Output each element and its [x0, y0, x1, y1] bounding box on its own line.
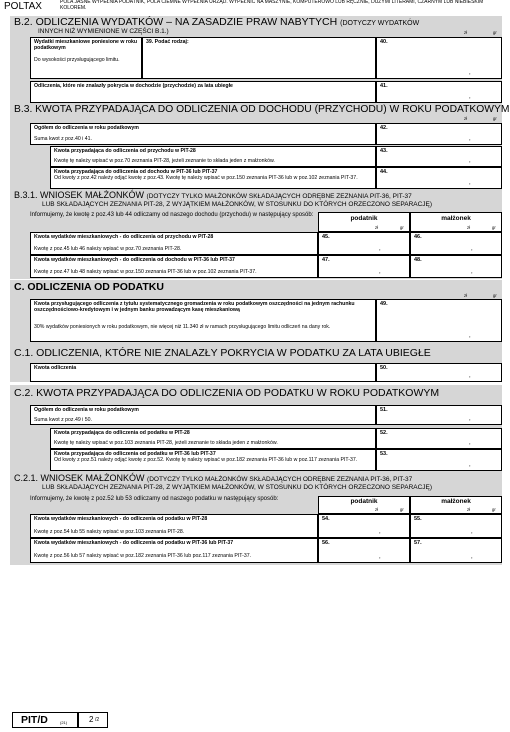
field-57-number: 57. — [414, 540, 422, 546]
b3-pit28-label: Kwota przypadająca do odliczenia od przychodu w PIT-28 — [54, 148, 196, 154]
field-47-number: 47. — [322, 257, 330, 263]
unit-gr: gr — [400, 225, 404, 230]
field-51[interactable] — [376, 405, 502, 425]
section-b31-title-text: B.3.1. WNIOSEK MAŁŻONKÓW — [14, 190, 145, 200]
b31-row2-note: Kwotę z poz.47 lub 48 należy wpisać w poz.150 zeznania PIT-36 lub w poz.102 zeznania PIT-37. — [34, 269, 257, 275]
c-label-cell — [30, 299, 376, 342]
decimal-comma: , — [379, 529, 381, 535]
section-b2-title-line2: INNYCH NIŻ WYMIENIONE W CZĘŚCI B.1.) — [38, 28, 169, 35]
section-b31-title-note: (DOTYCZY TYLKO MAŁŻONKÓW SKŁADAJĄCYCH ODRĘBNE ZEZNANIA PIT-36, PIT-37 — [146, 193, 412, 200]
unit-gr: gr — [493, 116, 497, 121]
form-id: PIT/D — [21, 714, 48, 726]
b3-total-label-cell — [30, 123, 376, 145]
decimal-comma: , — [469, 416, 471, 422]
c-note: 30% wydatków poniesionych w roku podatkowym, nie więcej niż 11.340 zł w ramach przysługującego limitu odliczeń na dany rok. — [34, 324, 331, 330]
section-c1-title: C.1. ODLICZENIA, KTÓRE NIE ZNALAZŁY POKRYCIA W PODATKU ZA LATA UBIEGŁE — [14, 347, 431, 359]
c21-col-taxpayer-label: podatnik — [350, 498, 378, 505]
c21-col-spouse — [410, 496, 502, 514]
field-54[interactable] — [318, 514, 410, 538]
unit-gr: gr — [493, 30, 497, 35]
decimal-comma: , — [469, 94, 471, 100]
unit-gr: gr — [493, 293, 497, 298]
decimal-comma: , — [469, 440, 471, 446]
c2-pit28-note: Kwotę tę należy wpisać w poz.103 zeznania PIT-28, jeżeli zeznanie to składa jeden z małżonków. — [54, 440, 278, 446]
b3-pit36-label: Kwota przypadająca do odliczenia od dochodu w PIT-36 lub PIT-37 — [54, 169, 218, 175]
field-55[interactable] — [410, 514, 502, 538]
section-c2-margin — [10, 443, 50, 471]
form-version: (21) — [60, 720, 68, 725]
b31-col-spouse-label: małżonek — [441, 215, 471, 222]
unit-gr: gr — [492, 225, 496, 230]
field-50[interactable] — [376, 363, 502, 382]
field-56-number: 56. — [322, 540, 330, 546]
field-39[interactable] — [142, 37, 376, 79]
field-54-number: 54. — [322, 516, 330, 522]
b3-pit28-label-cell — [50, 146, 376, 167]
b31-row2-label-cell — [30, 255, 318, 278]
field-40-number: 40. — [380, 39, 388, 45]
page-number: 2 — [89, 715, 94, 724]
decimal-comma: , — [469, 462, 471, 468]
c2-pit28-label-cell — [50, 428, 376, 449]
c2-total-label-cell — [30, 405, 376, 425]
field-44-number: 44. — [380, 169, 388, 175]
field-48-number: 48. — [414, 257, 422, 263]
field-48[interactable] — [410, 255, 502, 278]
decimal-comma: , — [471, 269, 473, 275]
section-c21-title-text: C.2.1. WNIOSEK MAŁŻONKÓW — [14, 473, 145, 483]
field-51-number: 51. — [380, 407, 388, 413]
decimal-comma: , — [469, 136, 471, 142]
c21-row2-label: Kwota wydatków mieszkaniowych - do odliczenia od podatku w PIT-36 lub PIT-37 — [34, 540, 234, 546]
unit-zl: zł — [464, 116, 468, 121]
field-56[interactable] — [318, 538, 410, 563]
c21-intro: Informujemy, że kwotę z poz.52 lub 53 odliczamy od naszego podatku w następujący sposób: — [30, 496, 279, 502]
unit-gr: gr — [492, 507, 496, 512]
field-44[interactable] — [376, 167, 502, 189]
c2-pit36-label-cell — [50, 449, 376, 471]
uncovered-label-cell — [30, 81, 376, 103]
section-b3-title: B.3. KWOTA PRZYPADAJĄCA DO ODLICZENIA OD DOCHODU (PRZYCHODU) W ROKU PODATKOWYM — [14, 104, 510, 115]
c-label: Kwota przysługującego odliczenia z tytułu systematycznego gromadzenia w roku podatkowym oszczędności na jednym rachunku oszczędnościowo-kredytowym i w jednym banku prowadzącym kasę mieszkaniową — [34, 301, 355, 313]
expenses-note: Do wysokości przysługującego limitu. — [34, 57, 120, 63]
field-52-number: 52. — [380, 430, 388, 436]
c21-col-spouse-label: małżonek — [441, 498, 471, 505]
decimal-comma: , — [471, 554, 473, 560]
page-number-box — [78, 712, 108, 728]
decimal-comma: , — [469, 70, 471, 76]
section-c-title: C. ODLICZENIA OD PODATKU — [14, 281, 164, 293]
section-b2-title-note: (DOTYCZY WYDATKÓW — [340, 20, 420, 27]
field-45[interactable] — [318, 232, 410, 255]
field-43-number: 43. — [380, 148, 388, 154]
b3-pit36-note: Od kwoty z poz.42 należy odjąć kwotę z poz.43. Kwotę tę należy wpisać w poz.150 zeznania PIT-36 lub w poz.102 zeznania PIT-37. — [54, 175, 358, 181]
decimal-comma: , — [469, 180, 471, 186]
decimal-comma: , — [469, 333, 471, 339]
brand: POLTAX — [4, 1, 42, 12]
field-50-number: 50. — [380, 365, 388, 371]
section-c21-title-line2: LUB SKŁADAJĄCYCH ZEZNANIA PIT-28, Z WYJĄTKIEM MAŁŻONKÓW, W STOSUNKU DO KTÓRYCH ORZECZONO SEPARACJĘ) — [42, 484, 433, 491]
decimal-comma: , — [471, 246, 473, 252]
c2-pit36-label: Kwota przypadająca do odliczenia od podatku w PIT-36 lub PIT-37 — [54, 451, 216, 457]
field-41-number: 41. — [380, 83, 388, 89]
field-49-number: 49. — [380, 301, 388, 307]
field-53[interactable] — [376, 449, 502, 471]
field-42-number: 42. — [380, 125, 388, 131]
field-42[interactable] — [376, 123, 502, 145]
field-46[interactable] — [410, 232, 502, 255]
expenses-label-cell — [30, 37, 142, 79]
b31-col-spouse — [410, 212, 502, 232]
b3-pit28-note: Kwotę tę należy wpisać w poz.70 zeznania PIT-28, jeżeli zeznanie to składa jeden z małżonków. — [54, 158, 275, 164]
section-c2-title: C.2. KWOTA PRZYPADAJĄCA DO ODLICZENIA OD PODATKU W ROKU PODATKOWYM — [14, 387, 440, 399]
field-40[interactable] — [376, 37, 502, 79]
field-47[interactable] — [318, 255, 410, 278]
b31-intro: Informujemy, że kwotę z poz.43 lub 44 odliczamy od naszego dochodu (przychodu) w następujący sposób: — [30, 212, 314, 218]
unit-zl: zł — [464, 293, 468, 298]
field-55-number: 55. — [414, 516, 422, 522]
c2-total-note: Suma kwot z poz.49 i 50. — [34, 417, 92, 423]
c2-pit36-note: Od kwoty z poz.51 należy odjąć kwotę z poz.52. Kwotę tę należy wpisać w poz.182 zeznania PIT-36 lub w poz.117 zeznania PIT-37. — [54, 457, 358, 463]
uncovered-label: Odliczenia, które nie znalazły pokrycia w dochodzie (przychodzie) za lata ubiegłe — [34, 83, 233, 89]
unit-zl: zł — [375, 507, 379, 512]
decimal-comma: , — [469, 158, 471, 164]
b31-col-taxpayer-label: podatnik — [350, 215, 378, 222]
field-39-label: 39. Podać rodzaj: — [146, 39, 189, 45]
decimal-comma: , — [469, 373, 471, 379]
b31-row1-label: Kwota wydatków mieszkaniowych - do odliczenia od przychodu w PIT-28 — [34, 234, 214, 240]
b31-row1-label-cell — [30, 232, 318, 255]
field-53-number: 53. — [380, 451, 388, 457]
field-43[interactable] — [376, 146, 502, 167]
section-b2-title-text: B.2. ODLICZENIA WYDATKÓW – NA ZASADZIE PRAW NABYTYCH — [14, 16, 338, 28]
fill-instructions: POLA JASNE WYPEŁNIA PODATNIK, POLA CIEMNE WYPEŁNIA URZĄD. WYPEŁNIĆ NA MASZYNIE, KOMPUTEROWO LUB RĘCZNIE, DUŻYMI LITERAMI, CZARNYM LUB NIEBIESKIM KOLOREM. — [60, 0, 484, 11]
b31-col-taxpayer — [318, 212, 410, 232]
decimal-comma: , — [379, 554, 381, 560]
b3-total-label: Ogółem do odliczenia w roku podatkowym — [34, 125, 139, 131]
c21-row2-label-cell — [30, 538, 318, 563]
b3-pit36-label-cell — [50, 167, 376, 189]
form-id-box — [12, 712, 78, 728]
c21-row2-note: Kwotę z poz.56 lub 57 należy wpisać w poz.182 zeznania PIT-36 lub poz.117 zeznania PIT-37. — [34, 553, 252, 559]
field-45-number: 45. — [322, 234, 330, 240]
unit-zl: zł — [464, 30, 468, 35]
c2-total-label: Ogółem do odliczenia w roku podatkowym — [34, 407, 139, 413]
b31-row1-note: Kwotę z poz.45 lub 46 należy wpisać w poz.70 zeznania PIT-28. — [34, 246, 182, 252]
section-b31-title-line2: LUB SKŁADAJĄCYCH ZEZNANIA PIT-28, Z WYJĄTKIEM MAŁŻONKÓW, W STOSUNKU DO KTÓRYCH ORZECZONO SEPARACJĘ) — [42, 201, 433, 208]
field-41[interactable] — [376, 81, 502, 103]
b3-total-note: Suma kwot z poz.40 i 41. — [34, 136, 92, 142]
field-46-number: 46. — [414, 234, 422, 240]
unit-zl: zł — [467, 225, 471, 230]
decimal-comma: , — [379, 246, 381, 252]
page-total: /2 — [95, 717, 100, 723]
c21-row1-label-cell — [30, 514, 318, 538]
c1-label-cell — [30, 363, 376, 382]
c21-col-taxpayer — [318, 496, 410, 514]
field-49[interactable] — [376, 299, 502, 342]
field-57[interactable] — [410, 538, 502, 563]
b31-row2-label: Kwota wydatków mieszkaniowych - do odliczenia od dochodu w PIT-36 lub PIT-37 — [34, 257, 235, 263]
unit-zl: zł — [467, 507, 471, 512]
c1-label: Kwota odliczenia — [34, 365, 77, 371]
c2-pit28-label: Kwota przypadająca do odliczenia od podatku w PIT-28 — [54, 430, 190, 436]
unit-gr: gr — [400, 507, 404, 512]
decimal-comma: , — [379, 269, 381, 275]
expenses-label: Wydatki mieszkaniowe poniesione w roku podatkowym — [34, 39, 138, 51]
decimal-comma: , — [471, 529, 473, 535]
c21-row1-label: Kwota wydatków mieszkaniowych - do odliczenia od podatku w PIT-28 — [34, 516, 208, 522]
unit-zl: zł — [375, 225, 379, 230]
section-c21-title-note: (DOTYCZY TYLKO MAŁŻONKÓW SKŁADAJĄCYCH ODRĘBNE ZEZNANIA PIT-36, PIT-37 — [147, 476, 413, 483]
c21-row1-note: Kwotę z poz.54 lub 55 należy wpisać w poz.103 zeznania PIT-28. — [34, 529, 185, 535]
field-52[interactable] — [376, 428, 502, 449]
